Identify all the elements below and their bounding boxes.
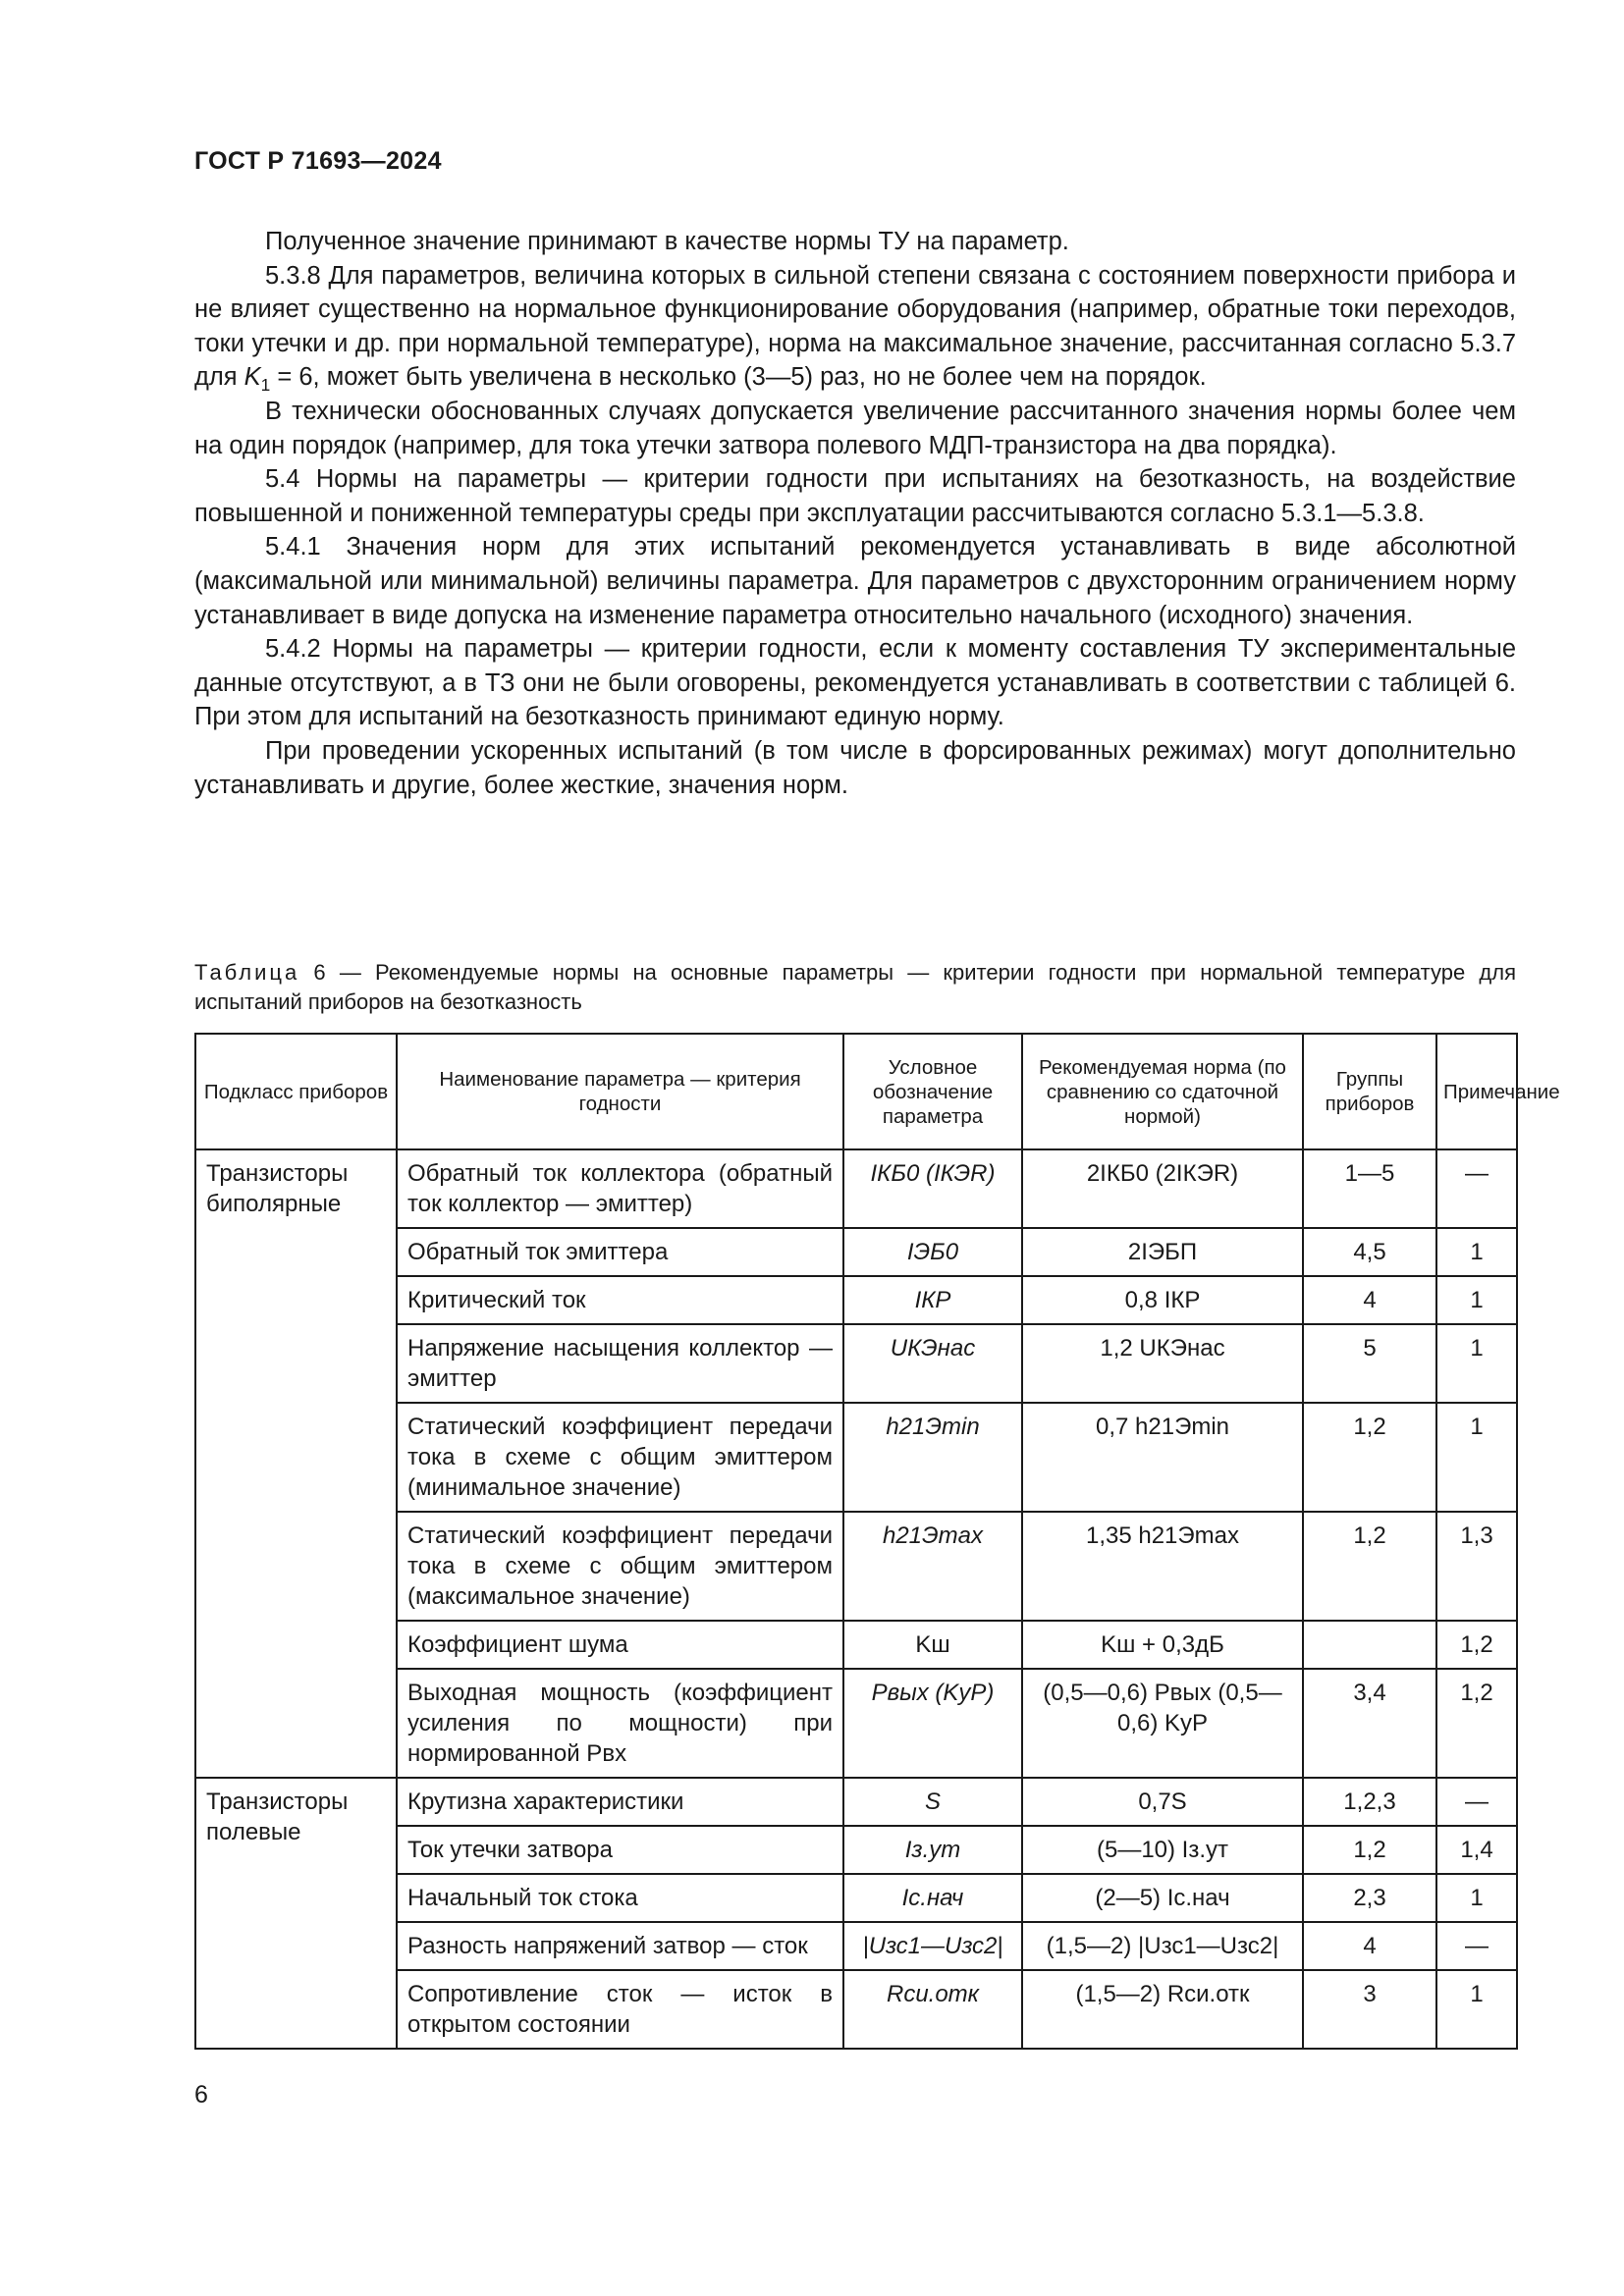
param-groups: 3 bbox=[1303, 1970, 1436, 2049]
param-groups: 1,2 bbox=[1303, 1403, 1436, 1512]
param-groups: 2,3 bbox=[1303, 1874, 1436, 1922]
table-row bbox=[195, 1778, 1517, 1826]
param-norm: (1,5—2) |Uзс1—Uзс2| bbox=[1022, 1922, 1303, 1970]
param-name: Ток утечки затвора bbox=[397, 1826, 843, 1874]
param-symbol: Rси.отк bbox=[843, 1970, 1022, 2049]
param-name: Крутизна характеристики bbox=[397, 1778, 843, 1826]
table-row bbox=[195, 1149, 1517, 1228]
header-parameter-name: Наименование параметра — критерия годности bbox=[397, 1034, 843, 1149]
param-norm: 2IЭБП bbox=[1022, 1228, 1303, 1276]
param-norm: 1,35 h21Эmax bbox=[1022, 1512, 1303, 1621]
paragraph: При проведении ускоренных испытаний (в том числе в форсированных режимах) могут дополнительно устанавливать и другие, более жесткие, значения норм. bbox=[194, 736, 1516, 799]
param-symbol: |Uзс1—Uзс2| bbox=[843, 1922, 1022, 1970]
param-groups: 1,2,3 bbox=[1303, 1778, 1436, 1826]
body-text bbox=[194, 225, 1516, 802]
param-norm: (5—10) Iз.ут bbox=[1022, 1826, 1303, 1874]
param-symbol: h21Эmin bbox=[843, 1403, 1022, 1512]
table-header-row bbox=[195, 1034, 1517, 1149]
param-groups: 5 bbox=[1303, 1324, 1436, 1403]
page-number: 6 bbox=[194, 2081, 208, 2109]
param-norm: 0,7S bbox=[1022, 1778, 1303, 1826]
param-norm: (2—5) Iс.нач bbox=[1022, 1874, 1303, 1922]
param-note: 1,4 bbox=[1436, 1826, 1517, 1874]
param-groups: 1,2 bbox=[1303, 1826, 1436, 1874]
param-norm: 0,8 IКР bbox=[1022, 1276, 1303, 1324]
param-note: 1,2 bbox=[1436, 1669, 1517, 1778]
paragraph: 5.4.2 Нормы на параметры — критерии годности, если к моменту составления ТУ экспериментальные данные отсутствуют, а в ТЗ они не были оговорены, рекомендуется устанавливать в соответствии с таблицей 6. При этом для испытаний на безотказность принимают единую норму. bbox=[194, 635, 1516, 731]
paragraph-5-3-8 bbox=[194, 259, 1516, 395]
param-groups: 1,2 bbox=[1303, 1512, 1436, 1621]
param-name: Сопротивление сток — исток в открытом состоянии bbox=[397, 1970, 843, 2049]
subscript: 1 bbox=[260, 375, 271, 396]
param-norm: (0,5—0,6) Pвых (0,5—0,6) KуP bbox=[1022, 1669, 1303, 1778]
param-groups bbox=[1303, 1621, 1436, 1669]
param-note: — bbox=[1436, 1149, 1517, 1228]
param-note: — bbox=[1436, 1922, 1517, 1970]
paragraph: 5.4 Нормы на параметры — критерии годности при испытаниях на безотказность, на воздействие повышенной и пониженной температуры среды при эксплуатации рассчитываются согласно 5.3.1—5.3.8. bbox=[194, 465, 1516, 527]
param-symbol: Iс.нач bbox=[843, 1874, 1022, 1922]
param-note: 1 bbox=[1436, 1403, 1517, 1512]
param-name: Критический ток bbox=[397, 1276, 843, 1324]
param-groups: 4,5 bbox=[1303, 1228, 1436, 1276]
param-groups: 3,4 bbox=[1303, 1669, 1436, 1778]
param-norm: (1,5—2) Rси.отк bbox=[1022, 1970, 1303, 2049]
param-note: 1 bbox=[1436, 1874, 1517, 1922]
table-6 bbox=[194, 1033, 1560, 2050]
subclass-bipolar: Транзисторы биполярные bbox=[195, 1149, 397, 1778]
header-symbol: Условное обозначение параметра bbox=[843, 1034, 1022, 1149]
paragraph: В технически обоснованных случаях допускается увеличение рассчитанного значения нормы более чем на один порядок (например, для тока утечки затвора полевого МДП-транзистора на два порядка). bbox=[194, 397, 1516, 459]
param-note: 1 bbox=[1436, 1324, 1517, 1403]
param-name: Напряжение насыщения коллектор — эмиттер bbox=[397, 1324, 843, 1403]
param-norm: 2IКБ0 (2IКЭR) bbox=[1022, 1149, 1303, 1228]
paragraph: Полученное значение принимают в качестве нормы ТУ на параметр. bbox=[265, 228, 1069, 255]
param-note: — bbox=[1436, 1778, 1517, 1826]
param-symbol: Iз.ут bbox=[843, 1826, 1022, 1874]
param-name: Обратный ток коллектора (обратный ток коллектор — эмиттер) bbox=[397, 1149, 843, 1228]
param-symbol: UКЭнас bbox=[843, 1324, 1022, 1403]
header-subclass: Подкласс приборов bbox=[195, 1034, 397, 1149]
caption-text: 6 — Рекомендуемые нормы на основные параметры — критерии годности при нормальной температуре для испытаний приборов на безотказность bbox=[194, 960, 1516, 1014]
paragraph-text: 5.3.8 Для параметров, величина которых в сильной степени связана с состоянием поверхности прибора и не влияет существенно на нормальное функционирование оборудования (например, обратные токи переходов, токи утечки и др. при нормальной температуре), норма на максимальное значение, рассчитанная согласно 5.3.7 для bbox=[194, 261, 1516, 392]
param-name: Коэффициент шума bbox=[397, 1621, 843, 1669]
param-norm: 1,2 UКЭнас bbox=[1022, 1324, 1303, 1403]
param-symbol: S bbox=[843, 1778, 1022, 1826]
param-note: 1 bbox=[1436, 1970, 1517, 2049]
header-note: Примечание bbox=[1436, 1034, 1517, 1149]
param-note: 1 bbox=[1436, 1276, 1517, 1324]
paragraph-text: = 6, может быть увеличена в несколько (3—5) раз, но не более чем на порядок. bbox=[270, 363, 1207, 392]
param-norm: Kш + 0,3дБ bbox=[1022, 1621, 1303, 1669]
param-name: Разность напряжений затвор — сток bbox=[397, 1922, 843, 1970]
param-norm: 0,7 h21Эmin bbox=[1022, 1403, 1303, 1512]
param-groups: 1—5 bbox=[1303, 1149, 1436, 1228]
document-header: ГОСТ Р 71693—2024 bbox=[194, 147, 442, 175]
param-name: Выходная мощность (коэффициент усиления по мощности) при нормированной Pвх bbox=[397, 1669, 843, 1778]
caption-label: Таблица bbox=[194, 960, 300, 985]
param-symbol: h21Эmax bbox=[843, 1512, 1022, 1621]
param-groups: 4 bbox=[1303, 1276, 1436, 1324]
table-caption bbox=[194, 958, 1516, 1017]
param-symbol: IКР bbox=[843, 1276, 1022, 1324]
param-name: Статический коэффициент передачи тока в схеме с общим эмиттером (максимальное значение) bbox=[397, 1512, 843, 1621]
param-name: Статический коэффициент передачи тока в схеме с общим эмиттером (минимальное значение) bbox=[397, 1403, 843, 1512]
param-name: Обратный ток эмиттера bbox=[397, 1228, 843, 1276]
param-note: 1,2 bbox=[1436, 1621, 1517, 1669]
param-symbol: Pвых (KуP) bbox=[843, 1669, 1022, 1778]
param-note: 1 bbox=[1436, 1228, 1517, 1276]
header-norm: Рекомендуемая норма (по сравнению со сдаточной нормой) bbox=[1022, 1034, 1303, 1149]
param-note: 1,3 bbox=[1436, 1512, 1517, 1621]
param-name: Начальный ток стока bbox=[397, 1874, 843, 1922]
header-groups: Группы приборов bbox=[1303, 1034, 1436, 1149]
param-symbol: IКБ0 (IКЭR) bbox=[843, 1149, 1022, 1228]
variable: K bbox=[244, 363, 261, 392]
param-symbol: Kш bbox=[843, 1621, 1022, 1669]
paragraph: 5.4.1 Значения норм для этих испытаний рекомендуется устанавливать в виде абсолютной (максимальной или минимальной) величины параметра. Для параметров с двухсторонним ограничением норму устанавливает в виде допуска на изменение параметра относительно начального (исходного) значения. bbox=[194, 533, 1516, 629]
param-groups: 4 bbox=[1303, 1922, 1436, 1970]
subclass-field: Транзисторы полевые bbox=[195, 1778, 397, 2049]
param-symbol: IЭБ0 bbox=[843, 1228, 1022, 1276]
